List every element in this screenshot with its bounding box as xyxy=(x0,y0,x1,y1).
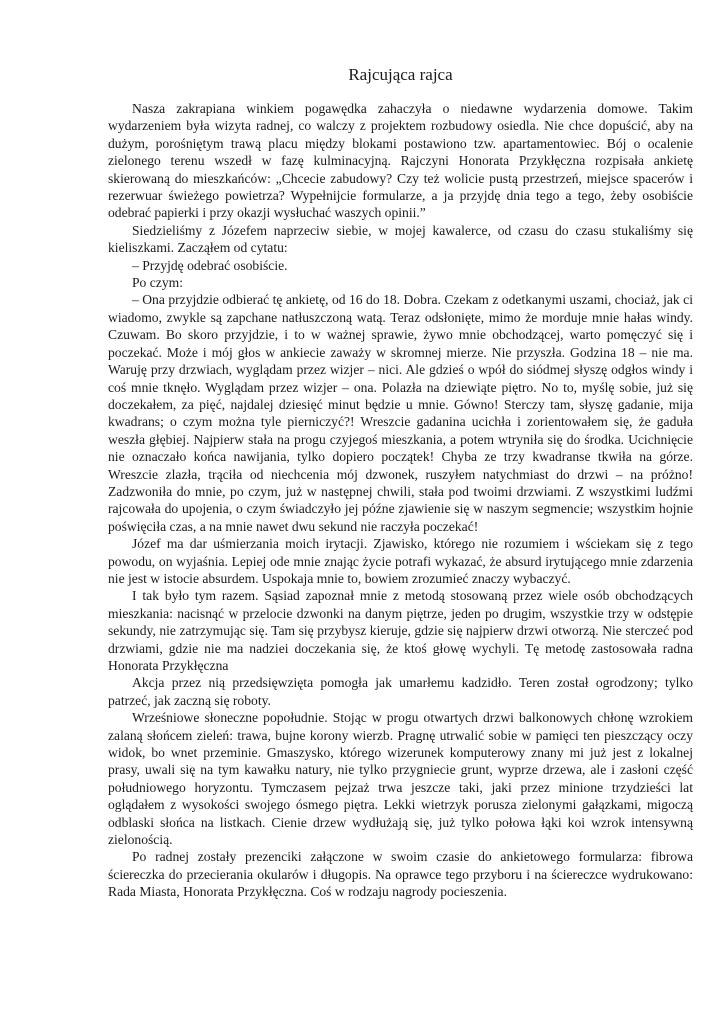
paragraph: Po radnej zostały prezenciki załączone w swoim czasie do ankietowego formularza: fibrowa ściereczka do przecierania okularów i długopis. Na oprawce tego przyboru i na ściereczce wydrukowano: Rada Miasta, Honorata Przykłęczna. Coś w rodzaju nagrody pocieszenia. xyxy=(108,849,693,900)
document-page xyxy=(108,60,693,901)
paragraph: Wrześniowe słoneczne popołudnie. Stojąc w progu otwartych drzwi balkonowych chłonę wzrokiem zalaną słońcem zieleń: trawa, bujne korony wierzb. Pragnę utrwalić sobie w pamięci ten pieszczący oczy widok, bo wnet przeminie. Gmaszysko, którego wizerunek komputerowy znany mi już jest z lokalnej prasy, uwali się na tym kawałku natury, nie tylko przygniecie grunt, wyprze drzewa, ale i zasłoni część południowego horyzontu. Tymczasem pejzaż trwa jeszcze taki, jaki przez minione trzydzieści lat oglądałem z wysokości swojego ósmego piętra. Lekki wietrzyk porusza zielonymi gałązkami, migoczą odblaski słońca na listkach. Cienie drzew wydłużają się, już tylko połowa łąki koi wzrok intensywną zielonością. xyxy=(108,710,693,848)
paragraph: Po czym: xyxy=(132,275,183,291)
paragraph: Józef ma dar uśmierzania moich irytacji. Zjawisko, którego nie rozumiem i wściekam się z tego powodu, on wyjaśnia. Lepiej ode mnie znając życie potrafi wykazać, że absurd irytującego mnie zdarzenia nie jest w istocie absurdem. Uspokaja mnie to, bowiem zrozumieć znaczy wybaczyć. xyxy=(108,536,693,586)
paragraph: – Ona przyjdzie odbierać tę ankietę, od 16 do 18. Dobra. Czekam z odetkanymi uszami, chociaż, jak ci wiadomo, zwykle są zapchane natłuszczoną watą. Teraz odsłonięte, mimo że morduje mnie hałas windy. Czuwam. Bo skoro przyjdzie, i to w ważnej sprawie, żywo mnie obchodzącej, warto pomęczyć się i poczekać. Może i mój głos w ankiecie zaważy w skromnej mierze. Nie przyszła. Godzina 18 – nie ma. Waruję przy drzwiach, wyglądam przez wizjer – nici. Ale gdzieś o wpół do siódmej słyszę odgłos windy i coś mnie tknęło. Wyglądam przez wizjer – ona. Polazła na dziewiąte piętro. No to, myślę sobie, już się doczekałem, za pięć, najdalej dziesięć minut będzie u mnie. Gówno! Sterczy tam, słyszę gadanie, mija kwadrans; o czym można tyle pierniczyć?! Wreszcie gadanina ucichła i zorientowałem się, że gaduła weszła głębiej. Najpierw stała na progu czyjegoś mieszkania, a potem wtryniła się do środka. Ucichnięcie nie oznaczało końca nawijania, tylko dopiero początek! Chyba ze trzy kwadranse tkwiła na górze. Wreszcie zlazła, trąciła od niechcenia mój dzwonek, ruszyłem natychmiast do drzwi – na próżno! Zadzwoniła do mnie, po czym, już w następnej chwili, stała pod twoimi drzwiami. Z wszystkimi ludźmi rajcowała do upojenia, o czym świadczyło jej późne zjawienie się w naszym segmencie; wszystkim hojnie poświęciła czas, a na mnie nawet dwu sekund nie raczyła poczekać! xyxy=(108,292,693,534)
paragraph: Nasza zakrapiana winkiem pogawędka zahaczyła o niedawne wydarzenia domowe. Takim wydarzeniem była wizyta radnej, co walczy z projektem rozbudowy osiedla. Nie chce dopuścić, aby na dużym, porośniętym trawą placu między blokami postawiono tzw. apartamentowiec. Bój o ocalenie zielonego terenu wszedł w fazę kulminacyjną. Rajczyni Honorata Przykłęczna rozpisała ankietę skierowaną do mieszkańców: „Chcecie zabudowy? Czy też wolicie pustą przestrzeń, miejsce spacerów i rezerwuar świeżego powietrza? Wypełnijcie formularze, a ja przyjdę dnia tego a tego, żeby osobiście odebrać papierki i przy okazji wysłuchać waszych opinii.” xyxy=(108,101,693,221)
paragraph: Siedzieliśmy z Józefem naprzeciw siebie, w mojej kawalerce, od czasu do czasu stukaliśmy się kieliszkami. Zacząłem od cytatu: xyxy=(108,222,693,256)
document-title: Rajcująca rajca xyxy=(348,65,453,84)
paragraph: – Przyjdę odebrać osobiście. xyxy=(132,257,288,273)
paragraph: Akcja przez nią przedsięwzięta pomogła jak umarłemu kadzidło. Teren został ogrodzony; tylko patrzeć, jak zaczną się roboty. xyxy=(108,675,693,708)
paragraph: I tak było tym razem. Sąsiad zapoznał mnie z metodą stosowaną przez wiele osób obchodzących mieszkania: nacisnąć w przelocie dzwonki na danym piętrze, jeden po drugim, wszystkie trzy w odstępie sekundy, nie zatrzymując się. Tam się przybysz kieruje, gdzie się najpierw drzwi otworzą. Nie sterczeć pod drzwiami, gdzie nie ma nadziei doczekania się, że ktoś głowę wychyli. Tę metodę zastosowała radna Honorata Przykłęczna xyxy=(108,588,693,673)
